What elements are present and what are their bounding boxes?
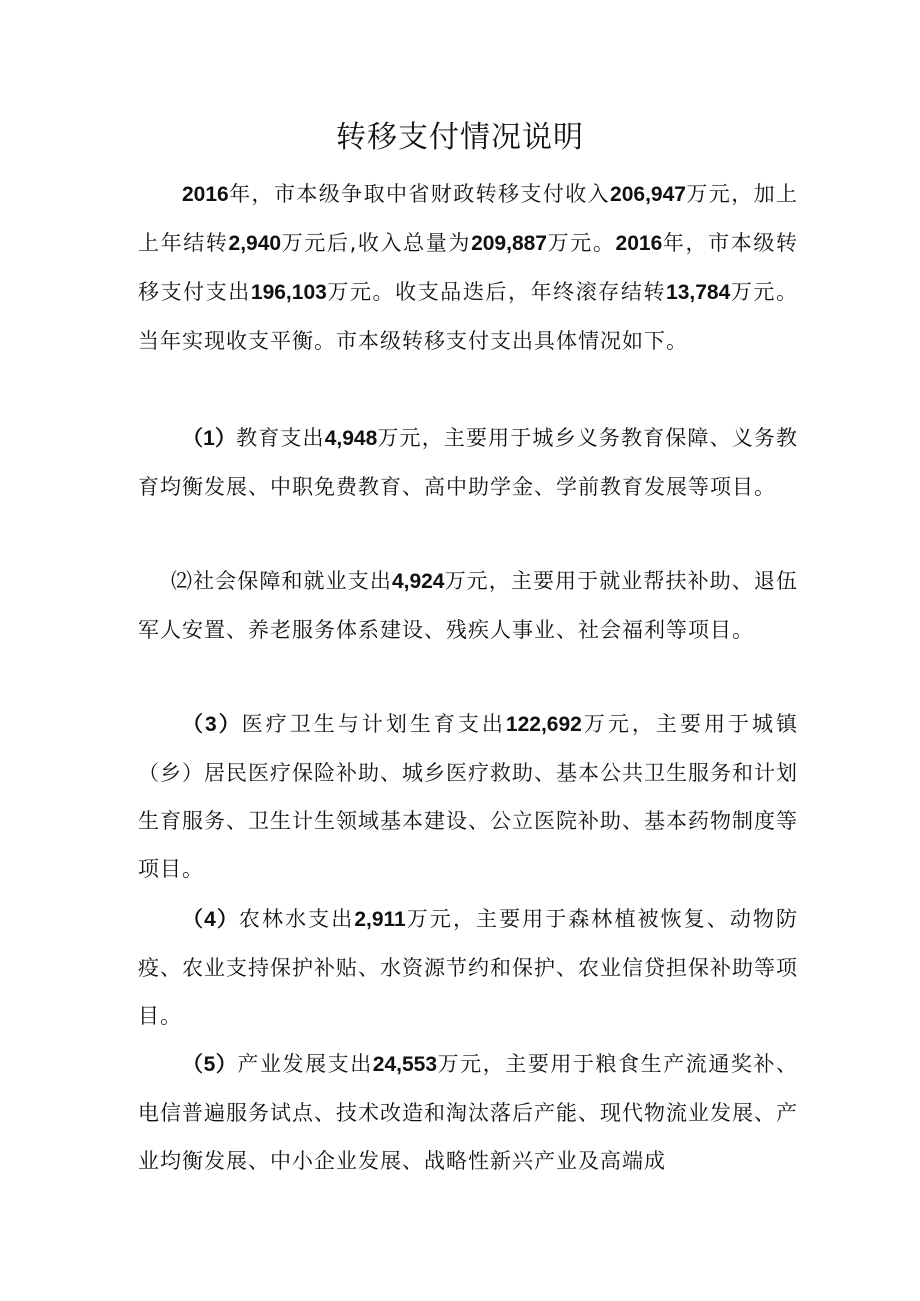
item-amount: 24,553: [372, 1053, 437, 1076]
item-text: 万元，主要用于城镇（乡）居民医疗保险补助、城乡医疗救助、基本公共卫生服务和计划生育服务、卫生计生领域基本建设、公立医院补助、基本药物制度等项目。: [138, 712, 798, 881]
item-amount: 4,948: [324, 427, 378, 450]
item-paragraph-social-security: [138, 557, 798, 654]
item-lead: 医疗卫生与计划生育支出: [241, 712, 506, 736]
intro-text-6: 万元。收支品迭后，年终滚存结转: [326, 280, 667, 304]
item-amount: 2,911: [354, 908, 406, 931]
item-amount: 4,924: [391, 570, 445, 593]
revenue-value: 206,947: [610, 183, 686, 206]
item-text: 万元，主要用于粮食生产流通奖补、电信普遍服务试点、技术改造和淘汰落后产能、现代物流业发展、产业均衡发展、中小企业发展、战略性新兴产业及高端成: [138, 1052, 799, 1173]
item-text: 万元，主要用于就业帮扶补助、退伍军人安置、养老服务体系建设、残疾人事业、社会福利等项目。: [138, 569, 798, 642]
document-title: 转移支付情况说明: [336, 120, 584, 155]
carryover-value: 2,940: [228, 232, 282, 255]
item-prefix: （5）: [182, 1053, 238, 1076]
intro-text-1: 年，市本级争取中省财政转移支付收入: [228, 182, 611, 206]
item-text: 万元，主要用于城乡义务教育保障、义务教育均衡发展、中职免费教育、高中助学金、学前教育发展等项目。: [138, 426, 799, 499]
item-lead: 教育支出: [236, 426, 325, 450]
item-text: 万元，主要用于森林植被恢复、动物防疫、农业支持保护补贴、水资源节约和保护、农业信贷担保补助等项目。: [138, 907, 799, 1028]
item-paragraph-agriculture: [138, 895, 798, 1040]
intro-text-7: 万元。当年实现收支平衡。市本级转移支付支出具体情况如下。: [138, 280, 799, 353]
intro-text-2: 万元，加上上年结转: [138, 182, 799, 255]
item-prefix: ⑵: [171, 569, 194, 593]
item-prefix: （3）: [182, 713, 242, 736]
item-prefix: （4）: [182, 908, 239, 931]
item-amount: 122,692: [505, 713, 582, 736]
item-lead: 农林水支出: [238, 907, 355, 931]
item-lead: 产业发展支出: [237, 1052, 373, 1076]
item-paragraph-health: [138, 700, 798, 893]
year-value: 2016: [182, 183, 229, 206]
intro-text-3: 万元后,收入总量为: [281, 231, 472, 255]
item-prefix: （1）: [182, 427, 237, 450]
total-revenue-value: 209,887: [471, 232, 547, 255]
intro-paragraph: [138, 170, 798, 365]
item-paragraph-education: [138, 414, 798, 511]
item-paragraph-industry: [138, 1040, 798, 1185]
balance-value: 13,784: [666, 281, 731, 304]
intro-text-5: 年，市本级转移支付支出: [138, 231, 799, 304]
intro-text-4: 万元。: [547, 231, 616, 255]
item-lead: 社会保障和就业支出: [193, 569, 392, 593]
year-value-2: 2016: [615, 232, 663, 255]
expenditure-value: 196,103: [250, 281, 327, 304]
